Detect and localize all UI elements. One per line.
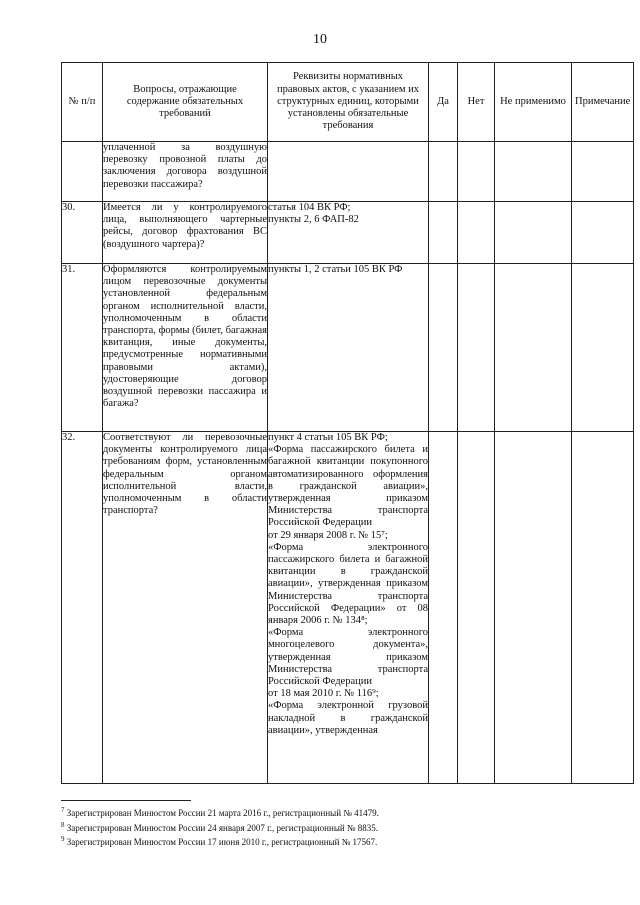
cell-yes (429, 142, 458, 202)
cell-no (458, 142, 495, 202)
cell-yes (429, 432, 458, 784)
header-requisites: Реквизиты нормативных правовых актов, с указанием их структурных единиц, которыми установлены обязательные требования (268, 63, 429, 142)
header-no: Нет (458, 63, 495, 142)
cell-note (572, 142, 634, 202)
cell-no (458, 264, 495, 432)
row-number: 31. (62, 264, 103, 432)
footnotes (61, 800, 581, 849)
table-row (62, 142, 634, 202)
row-requisites (268, 142, 429, 202)
row-requisites: пункты 1, 2 статьи 105 ВК РФ (268, 264, 429, 432)
table-row (62, 432, 634, 784)
cell-no (458, 202, 495, 264)
page-number: 10 (313, 32, 327, 47)
cell-not-applicable (495, 264, 572, 432)
cell-not-applicable (495, 142, 572, 202)
cell-yes (429, 202, 458, 264)
row-question: Соответствуют ли перевозочные документы контролируемого лица требованиям форм, установленным федеральным органом исполнительной власти, уполномоченным в области транспорта? (103, 432, 268, 784)
header-yes: Да (429, 63, 458, 142)
cell-note (572, 432, 634, 784)
cell-note (572, 264, 634, 432)
cell-no (458, 432, 495, 784)
row-number: 32. (62, 432, 103, 784)
header-not-applicable: Не применимо (495, 63, 572, 142)
footnote: $^9$ Зарегистрирован Минюстом России 17 июня 2010 г., регистрационный № 17567. (61, 835, 378, 847)
cell-not-applicable (495, 202, 572, 264)
header-num: № п/п (62, 63, 103, 142)
row-requisites: статья 104 ВК РФ; пункты 2, 6 ФАП-82 (268, 202, 429, 264)
row-number (62, 142, 103, 202)
row-requisites: пункт 4 статьи 105 ВК РФ; «Форма пассажирского билета и багажной квитанции покупонного автоматизированного оформления в гражданской авиации», утвержденная приказом Министерства транспорта Российской Федерации от 29 января 2008 г. № 15⁷; «Форма электронного пассажирского билета и багажной квитанции в гражданской авиации», утвержденная приказом Министерства транспорта Российской Федерации» от 08 января 2006 г. № 134⁸; «Форма электронного многоцелевого документа», утвержденная приказом Министерства транспорта Российской Федерации от 18 мая 2010 г. № 116⁹; «Форма электронной грузовой накладной в гражданской авиации», утвержденная (268, 432, 429, 784)
row-question: Имеется ли у контролируемого лица, выполняющего чартерные рейсы, договор фрахтования ВС (воздушного чартера)? (103, 202, 268, 264)
cell-note (572, 202, 634, 264)
table-header-row (62, 63, 634, 142)
requirements-table (61, 62, 634, 784)
row-number: 30. (62, 202, 103, 264)
table-row (62, 202, 634, 264)
row-question: уплаченной за воздушную перевозку провозной платы до заключения договора воздушной перевозки пассажира? (103, 142, 268, 202)
footnote: $^8$ Зарегистрирован Минюстом России 24 января 2007 г., регистрационный № 8835. (61, 820, 379, 833)
header-questions: Вопросы, отражающие содержание обязательных требований (103, 63, 268, 142)
row-question: Оформляются контролируемым лицом перевозочные документы установленной федеральным органом исполнительной власти, уполномоченным в области транспорта, формы (билет, багажная квитанция, иные документы, предусмотренные нормативными правовыми актами), удостоверяющие договор воздушной перевозки пассажира и багажа? (103, 264, 268, 432)
footnote: $^7$ Зарегистрирован Минюстом России 21 марта 2016 г., регистрационный № 41479. (61, 806, 379, 818)
footnote-divider (61, 800, 191, 801)
cell-yes (429, 264, 458, 432)
header-note: Примечание (572, 63, 634, 142)
table-row (62, 264, 634, 432)
cell-not-applicable (495, 432, 572, 784)
